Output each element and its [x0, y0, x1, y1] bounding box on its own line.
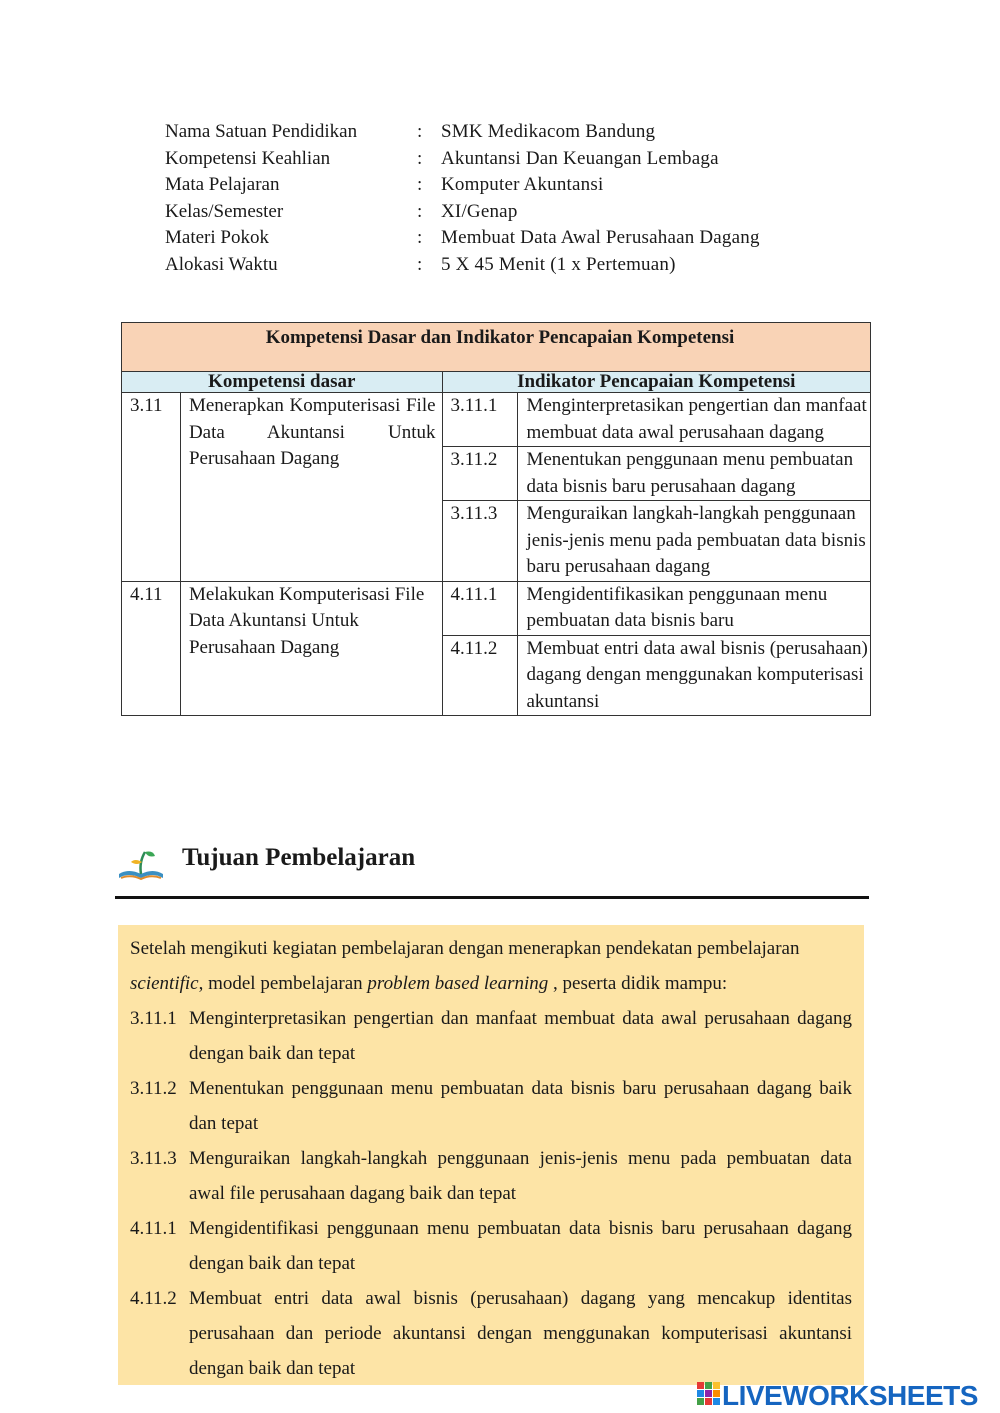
indicator-text: Menginterpretasikan pengertian dan manfaat membuat data awal perusahaan dagang: [518, 393, 871, 447]
info-value: 5 X 45 Menit (1 x Pertemuan): [441, 253, 676, 275]
info-row: [165, 172, 760, 199]
objective-code: 4.11.1: [130, 1218, 177, 1239]
indicator-code: 4.11.2: [442, 635, 518, 716]
objective-text: Membuat entri data awal bisnis (perusahaan) dagang yang mencakup identitas perusahaan dan periode akuntansi dengan menggunakan komputerisasi akuntansi dengan baik dan tepat: [189, 1288, 852, 1379]
identity-block: [165, 119, 760, 279]
objective-code: 3.11.2: [130, 1078, 177, 1099]
info-label: Mata Pelajaran: [165, 174, 280, 196]
intro-text: , peserta didik mampu:: [548, 973, 728, 994]
indicator-code: 3.11.1: [442, 393, 518, 447]
liveworksheets-watermark: [696, 1380, 978, 1412]
info-colon: :: [417, 200, 423, 222]
indicator-code: 4.11.1: [442, 581, 518, 635]
objective-code: 4.11.2: [130, 1288, 177, 1309]
objective-code: 3.11.3: [130, 1148, 177, 1169]
indicator-text: Menentukan penggunaan menu pembuatan data bisnis baru perusahaan dagang: [518, 447, 871, 501]
info-label: Materi Pokok: [165, 227, 269, 249]
objective-item: [130, 1071, 852, 1141]
book-sprout-icon: [115, 844, 167, 889]
section-heading: [115, 840, 869, 899]
objective-text: Mengidentifikasi penggunaan menu pembuatan data bisnis baru perusahaan dagang dengan baik dan tepat: [189, 1218, 852, 1274]
kd-description: Menerapkan Komputerisasi File Data Akuntansi Untuk Perusahaan Dagang: [180, 393, 442, 582]
indicator-text: Mengidentifikasikan penggunaan menu pembuatan data bisnis baru: [518, 581, 871, 635]
section-title: Tujuan Pembelajaran: [182, 844, 416, 871]
objective-text: Menentukan penggunaan menu pembuatan data bisnis baru perusahaan dagang baik dan tepat: [189, 1078, 852, 1134]
kd-code: 3.11: [122, 393, 181, 582]
objective-item: [130, 1141, 852, 1211]
info-colon: :: [417, 227, 423, 249]
info-label: Alokasi Waktu: [165, 253, 278, 275]
info-value: Membuat Data Awal Perusahaan Dagang: [441, 227, 760, 249]
indicator-code: 3.11.2: [442, 447, 518, 501]
column-header-kompetensi-dasar: Kompetensi dasar: [122, 372, 443, 393]
info-value: Akuntansi Dan Keuangan Lembaga: [441, 147, 719, 169]
info-row: [165, 252, 760, 279]
objective-item: [130, 1001, 852, 1071]
info-row: [165, 146, 760, 173]
table-header-row: [122, 372, 871, 393]
indicator-code: 3.11.3: [442, 501, 518, 582]
info-row: [165, 119, 760, 146]
table-row: [122, 581, 871, 635]
intro-text: Setelah mengikuti kegiatan pembelajaran dengan menerapkan pendekatan pembelajaran: [130, 938, 800, 959]
info-label: Nama Satuan Pendidikan: [165, 121, 358, 142]
objectives-box: [118, 925, 864, 1385]
table-title: Kompetensi Dasar dan Indikator Pencapaian Kompetensi: [122, 323, 871, 372]
intro-emphasis: problem based learning: [367, 973, 549, 994]
kd-code: 4.11: [122, 581, 181, 716]
objective-item: [130, 1281, 852, 1386]
info-colon: :: [417, 147, 423, 169]
objective-item: [130, 1211, 852, 1281]
table-row: [122, 393, 871, 447]
info-label: Kelas/Semester: [165, 200, 284, 222]
info-value: Komputer Akuntansi: [441, 174, 604, 196]
info-colon: :: [417, 174, 423, 196]
objective-text: Menguraikan langkah-langkah penggunaan jenis-jenis menu pada pembuatan data awal file perusahaan dagang baik dan tepat: [189, 1148, 852, 1204]
kd-description: Melakukan Komputerisasi File Data Akuntansi Untuk Perusahaan Dagang: [180, 581, 442, 716]
intro-text: , model pembelajaran: [198, 973, 368, 994]
liveworksheets-logo-icon: [696, 1381, 722, 1412]
table-title-row: [122, 323, 871, 372]
info-value: XI/Genap: [441, 200, 518, 222]
info-row: [165, 199, 760, 226]
intro-emphasis: scientific: [130, 973, 199, 994]
objectives-intro: [130, 931, 852, 1001]
column-header-indikator: Indikator Pencapaian Kompetensi: [442, 372, 870, 393]
info-value: SMK Medikacom Bandung: [441, 121, 656, 142]
objective-code: 3.11.1: [130, 1008, 177, 1029]
info-row: [165, 225, 760, 252]
competency-table: [121, 322, 871, 716]
objective-text: Menginterpretasikan pengertian dan manfaat membuat data awal perusahaan dagang dengan baik dan tepat: [189, 1008, 852, 1064]
watermark-text: LIVEWORKSHEETS: [722, 1380, 978, 1411]
indicator-text: Membuat entri data awal bisnis (perusahaan) dagang dengan menggunakan komputerisasi akuntansi: [518, 635, 871, 716]
info-label: Kompetensi Keahlian: [165, 147, 331, 169]
indicator-text: Menguraikan langkah-langkah penggunaan jenis-jenis menu pada pembuatan data bisnis baru perusahaan dagang: [518, 501, 871, 582]
info-colon: :: [417, 121, 423, 142]
info-colon: :: [417, 253, 423, 275]
